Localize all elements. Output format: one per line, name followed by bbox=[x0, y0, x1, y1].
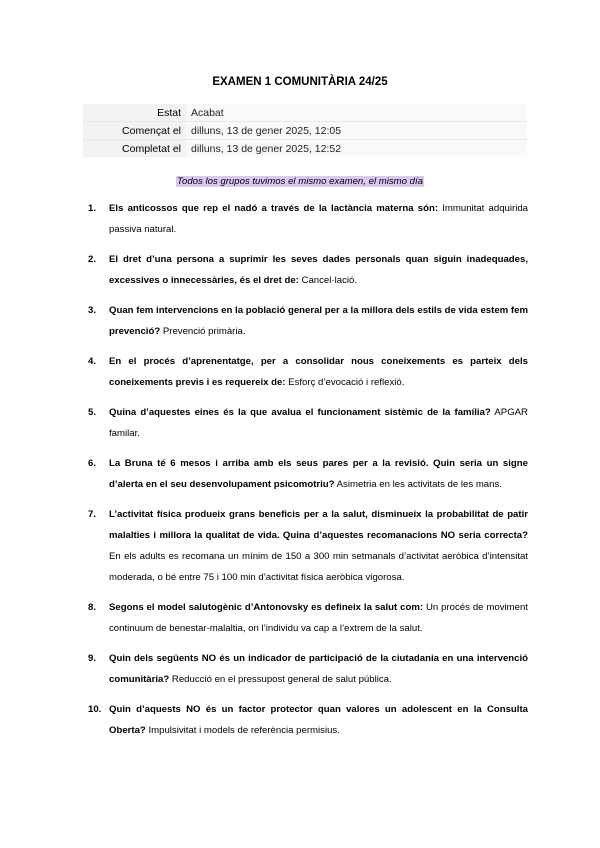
started-row bbox=[83, 122, 527, 140]
question-list bbox=[88, 198, 528, 750]
question-number: 6. bbox=[88, 458, 97, 469]
question-number: 2. bbox=[88, 254, 97, 265]
question-item-7 bbox=[88, 504, 528, 588]
note-text: Todos los grupos tuvimos el mismo examen, el mismo día bbox=[177, 176, 423, 187]
question-item-4 bbox=[88, 351, 528, 393]
question-number: 7. bbox=[88, 509, 97, 520]
question-number: 10. bbox=[88, 704, 102, 715]
started-value: dilluns, 13 de gener 2025, 12:05 bbox=[186, 122, 527, 140]
question-text: Els anticossos que rep el nadó a través de la lactància materna són: bbox=[109, 203, 439, 214]
started-label: Començat el bbox=[83, 122, 186, 140]
question-text: El dret d’una persona a suprimir les seves dades personals quan siguin inadequades, excessives o innecessàries, és el dret de: bbox=[109, 254, 528, 286]
question-item-3 bbox=[88, 300, 528, 342]
question-text: Quin dels següents NO és un indicador de participació de la ciutadania en una intervenció comunitària? bbox=[109, 653, 528, 685]
completed-row bbox=[83, 140, 527, 158]
question-text: La Bruna té 6 mesos i arriba amb els seus pares per a la revisió. Quin seria un signe d’alerta en el seu desenvolupament psicomotriu? bbox=[109, 458, 528, 490]
question-item-2 bbox=[88, 249, 528, 291]
question-item-1 bbox=[88, 198, 528, 240]
question-text: Quin d’aquests NO és un factor protector quan valores un adolescent en la Consulta Oberta? bbox=[109, 704, 528, 736]
question-text: L’activitat física produeix grans beneficis per a la salut, disminueix la probabilitat de patir malalties i millora la qualitat de vida. Quina d’aquestes recomanacions NO seria correcta? bbox=[109, 509, 528, 541]
exam-title: EXAMEN 1 COMUNITÀRIA 24/25 bbox=[212, 76, 388, 88]
answer-text: Un procés de moviment continuum de benestar-malaltia, on l’individu va cap a l’extrem de la salut. bbox=[109, 602, 528, 634]
question-text: En el procés d’aprenentatge, per a consolidar nous coneixements es parteix dels coneixements previs i es requereix de: bbox=[109, 356, 528, 388]
answer-text: Immunitat adquirida passiva natural. bbox=[109, 203, 528, 235]
question-item-8 bbox=[88, 597, 528, 639]
answer-text: Prevenció primària. bbox=[160, 326, 246, 337]
highlighted-note bbox=[0, 176, 600, 187]
answer-text: En els adults es recomana un mínim de 150 a 300 min setmanals d’activitat aeròbica d’intensitat moderada, o bé entre 75 i 100 min d’activitat física aeròbica vigorosa. bbox=[109, 551, 528, 583]
attempt-summary-table bbox=[83, 104, 527, 157]
answer-text: Impulsivitat i models de referència permisius. bbox=[145, 725, 340, 736]
question-item-9 bbox=[88, 648, 528, 690]
question-text: Quina d’aquestes eines és la que avalua el funcionament sistèmic de la família? bbox=[109, 407, 491, 418]
question-text: Quan fem intervencions en la població general per a la millora dels estils de vida estem fem prevenció? bbox=[109, 305, 528, 337]
question-number: 9. bbox=[88, 653, 97, 664]
question-number: 4. bbox=[88, 356, 97, 367]
answer-text: Esforç d’evocació i reflexió. bbox=[285, 377, 405, 388]
answer-text: APGAR familar. bbox=[109, 407, 528, 439]
question-number: 5. bbox=[88, 407, 97, 418]
status-value: Acabat bbox=[186, 104, 527, 122]
completed-value: dilluns, 13 de gener 2025, 12:52 bbox=[186, 140, 527, 158]
question-number: 1. bbox=[88, 203, 97, 214]
status-row bbox=[83, 104, 527, 122]
question-number: 8. bbox=[88, 602, 97, 613]
completed-label: Completat el bbox=[83, 140, 186, 158]
question-item-6 bbox=[88, 453, 528, 495]
question-text: Segons el model salutogènic d’Antonovsky es defineix la salut com: bbox=[109, 602, 424, 613]
answer-text: Reducció en el pressupost general de salut pública. bbox=[169, 674, 392, 685]
question-item-5 bbox=[88, 402, 528, 444]
question-item-10 bbox=[88, 699, 528, 741]
question-number: 3. bbox=[88, 305, 97, 316]
answer-text: Cancel·lació. bbox=[298, 275, 357, 286]
answer-text: Asimetria en les activitats de les mans. bbox=[334, 479, 502, 490]
status-label: Estat bbox=[83, 104, 186, 122]
